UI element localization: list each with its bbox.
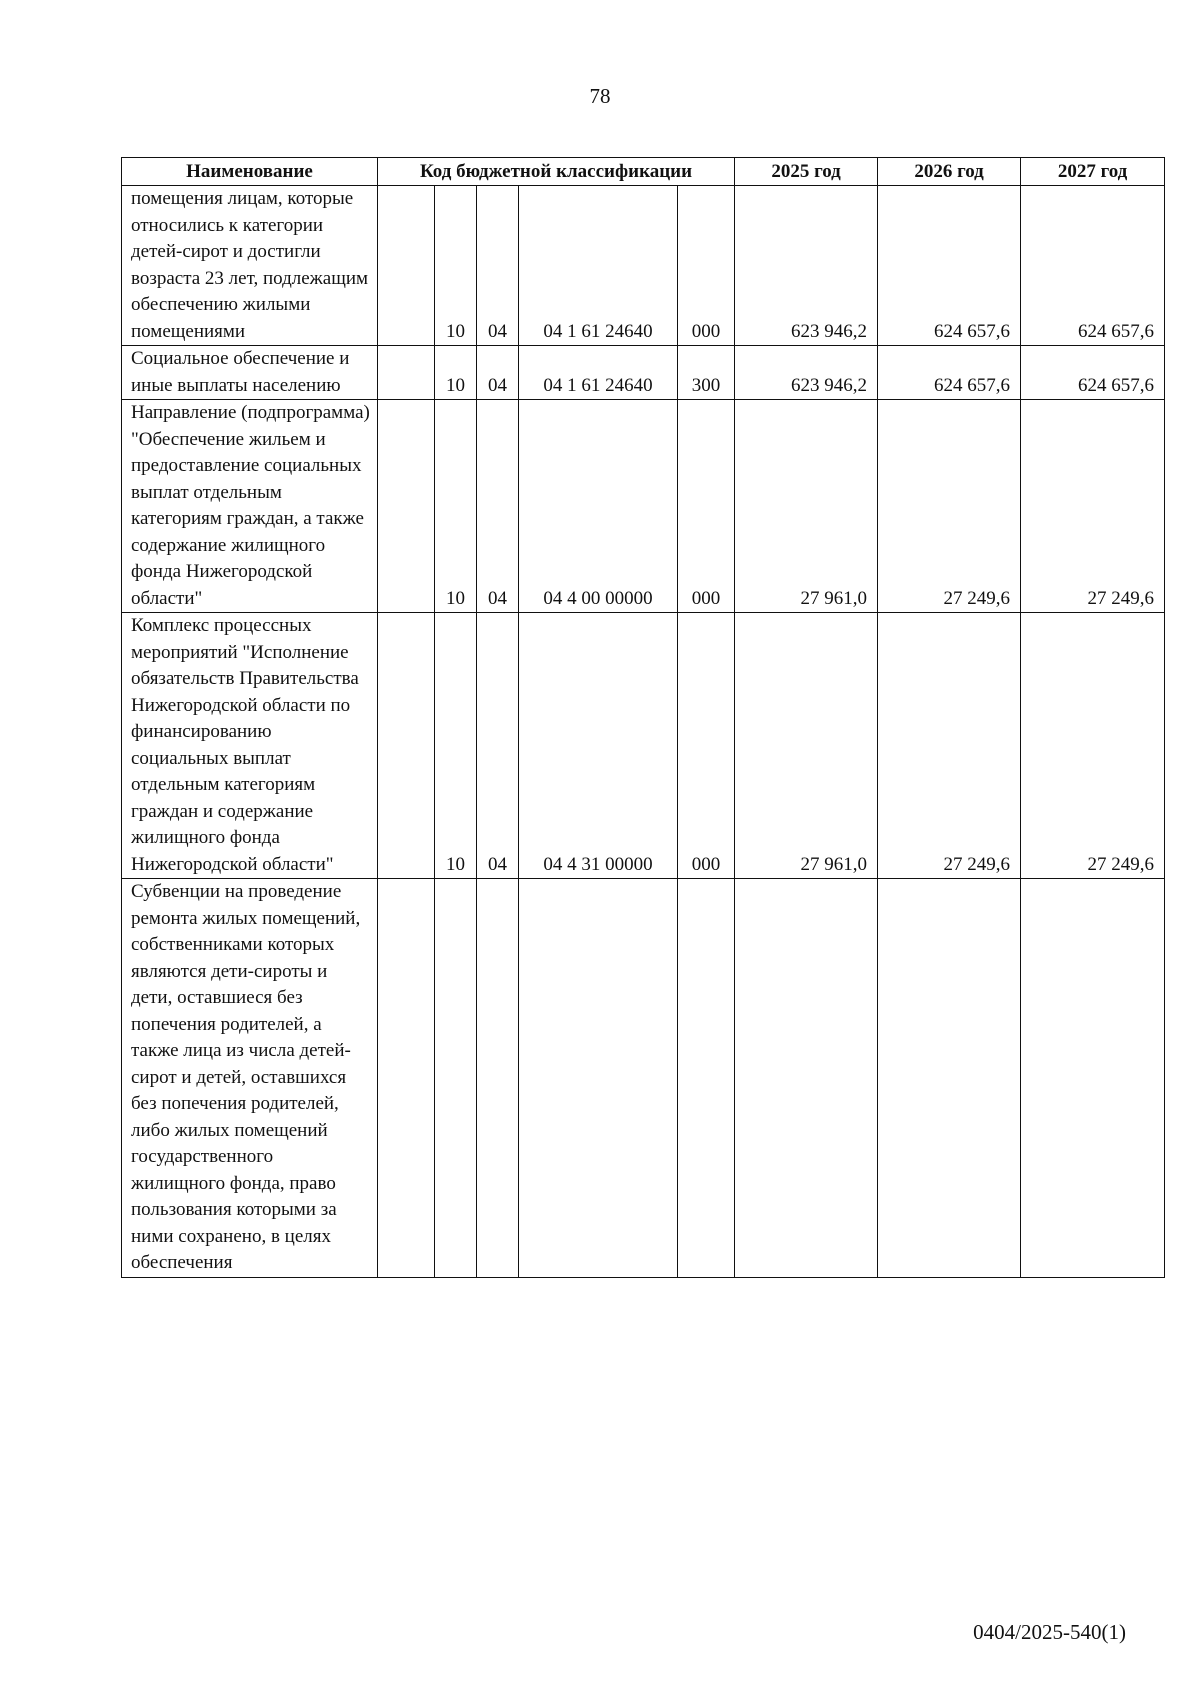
row-amount-2025 bbox=[735, 879, 878, 1278]
row-code-target: 04 1 61 24640 bbox=[519, 346, 678, 400]
row-code-expense-type bbox=[678, 879, 735, 1278]
header-code: Код бюджетной классификации bbox=[378, 158, 735, 186]
row-amount-2025: 623 946,2 bbox=[735, 186, 878, 346]
row-code-subsection bbox=[477, 879, 519, 1278]
page-number: 78 bbox=[589, 84, 611, 108]
row-code-target: 04 4 31 00000 bbox=[519, 613, 678, 879]
row-amount-2025: 623 946,2 bbox=[735, 346, 878, 400]
row-code-1 bbox=[378, 613, 435, 879]
row-amount-2026: 27 249,6 bbox=[878, 613, 1021, 879]
header-2025: 2025 год bbox=[735, 158, 878, 186]
row-name: Социальное обеспечение и иные выплаты населению bbox=[122, 346, 378, 400]
row-code-target: 04 4 00 00000 bbox=[519, 400, 678, 613]
row-code-subsection: 04 bbox=[477, 346, 519, 400]
row-code-subsection: 04 bbox=[477, 186, 519, 346]
row-code-1 bbox=[378, 879, 435, 1278]
row-code-1 bbox=[378, 186, 435, 346]
row-code-subsection: 04 bbox=[477, 400, 519, 613]
document-id: 0404/2025-540(1) bbox=[973, 1620, 1126, 1644]
row-code-expense-type: 000 bbox=[678, 400, 735, 613]
table-row bbox=[122, 186, 1165, 346]
table-row bbox=[122, 400, 1165, 613]
header-name: Наименование bbox=[122, 158, 378, 186]
row-amount-2025: 27 961,0 bbox=[735, 400, 878, 613]
table-row bbox=[122, 613, 1165, 879]
row-name: Комплекс процессных мероприятий "Исполнение обязательств Правительства Нижегородской области по финансированию социальных выплат отдельным категориям граждан и содержание жилищного фонда Нижегородской области" bbox=[122, 613, 378, 879]
row-code-1 bbox=[378, 346, 435, 400]
table-row bbox=[122, 346, 1165, 400]
row-amount-2026: 624 657,6 bbox=[878, 346, 1021, 400]
table-header-row bbox=[122, 158, 1165, 186]
row-code-section: 10 bbox=[435, 613, 477, 879]
row-amount-2026: 624 657,6 bbox=[878, 186, 1021, 346]
row-code-section: 10 bbox=[435, 186, 477, 346]
row-amount-2026 bbox=[878, 879, 1021, 1278]
row-code-expense-type: 300 bbox=[678, 346, 735, 400]
row-amount-2027: 624 657,6 bbox=[1021, 346, 1165, 400]
table-row bbox=[122, 879, 1165, 1278]
row-code-section: 10 bbox=[435, 346, 477, 400]
row-amount-2025: 27 961,0 bbox=[735, 613, 878, 879]
row-code-1 bbox=[378, 400, 435, 613]
row-amount-2027: 27 249,6 bbox=[1021, 400, 1165, 613]
row-amount-2026: 27 249,6 bbox=[878, 400, 1021, 613]
row-code-section: 10 bbox=[435, 400, 477, 613]
row-amount-2027 bbox=[1021, 879, 1165, 1278]
row-amount-2027: 27 249,6 bbox=[1021, 613, 1165, 879]
row-amount-2027: 624 657,6 bbox=[1021, 186, 1165, 346]
row-name: Субвенции на проведение ремонта жилых помещений, собственниками которых являются дети-сироты и дети, оставшиеся без попечения родителей, а также лица из числа детей-сирот и детей, оставшихся без попечения родителей, либо жилых помещений государственного жилищного фонда, право пользования которыми за ними сохранено, в целях обеспечения bbox=[122, 879, 378, 1278]
row-code-expense-type: 000 bbox=[678, 186, 735, 346]
row-code-subsection: 04 bbox=[477, 613, 519, 879]
header-2026: 2026 год bbox=[878, 158, 1021, 186]
row-code-target bbox=[519, 879, 678, 1278]
row-code-target: 04 1 61 24640 bbox=[519, 186, 678, 346]
row-name: помещения лицам, которые относились к категории детей-сирот и достигли возраста 23 лет, подлежащим обеспечению жилыми помещениями bbox=[122, 186, 378, 346]
row-code-section bbox=[435, 879, 477, 1278]
row-name: Направление (подпрограмма) "Обеспечение жильем и предоставление социальных выплат отдельным категориям граждан, а также содержание жилищного фонда Нижегородской области" bbox=[122, 400, 378, 613]
budget-table bbox=[121, 157, 1165, 1278]
header-2027: 2027 год bbox=[1021, 158, 1165, 186]
row-code-expense-type: 000 bbox=[678, 613, 735, 879]
